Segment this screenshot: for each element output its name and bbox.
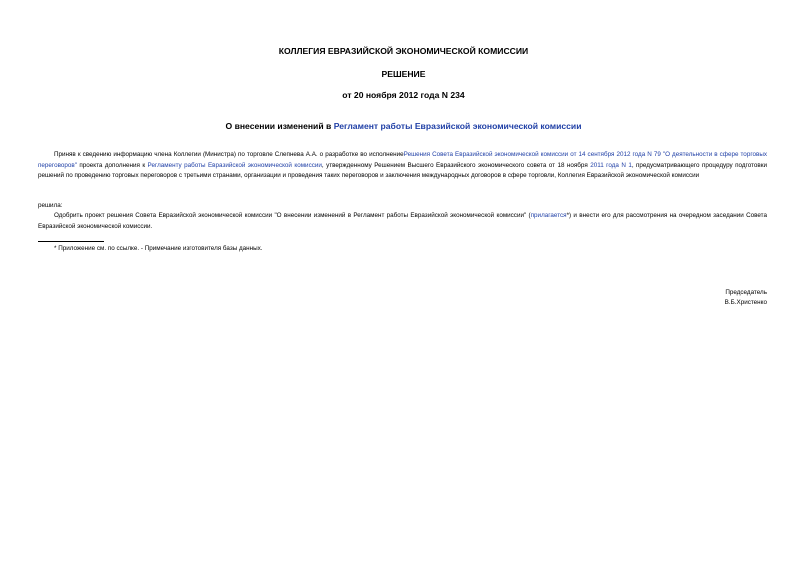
- approve-paragraph: [38, 211, 767, 232]
- organization-heading: КОЛЛЕГИЯ ЕВРАЗИЙСКОЙ ЭКОНОМИЧЕСКОЙ КОМИССИИ: [278, 46, 529, 56]
- document-date: от 20 ноября 2012 года N 234: [342, 90, 465, 100]
- intro-paragraph: [38, 150, 767, 182]
- footnote: * Приложение см. по ссылке. - Примечание изготовителя базы данных.: [54, 245, 263, 252]
- approve-text-2: *) и внести его для рассмотрения на очередном заседании Совета Евразийской экономической комиссии.: [38, 212, 767, 230]
- supreme-council-decision-link[interactable]: 2011 года N 1: [590, 161, 632, 169]
- intro-text-4: , предусматривающего процедуру подготовки решений по проведению торговых переговоров с третьими странами, организации и проведения таких переговоров и заключения международных договоров в сфере торговли, Коллегия Евразийской экономической комиссии: [38, 161, 767, 179]
- title-regulation-link[interactable]: Регламент работы Евразийской экономической комиссии: [333, 121, 582, 131]
- intro-text-1: Приняв к сведению информацию члена Коллегии (Министра) по торговле Слепнева А.А. о разработке во исполнение: [54, 151, 404, 158]
- resolved-label: решила:: [38, 202, 63, 209]
- footnote-divider: [38, 241, 104, 242]
- signature-name: В.Б.Христенко: [724, 299, 767, 306]
- document-type-heading: РЕШЕНИЕ: [381, 69, 426, 79]
- title-prefix: О внесении изменений в: [225, 121, 334, 131]
- intro-text-2: проекта дополнения к: [76, 161, 148, 169]
- intro-text-3: , утвержденному Решением Высшего Евразийского экономического совета от 18 ноября: [321, 161, 591, 169]
- document-title: [0, 121, 807, 131]
- approve-text-1: Одобрить проект решения Совета Евразийской экономической комиссии "О внесении изменений в Регламент работы Евразийской экономической комиссии" (: [54, 212, 531, 219]
- council-decision-link[interactable]: Решения Совета Евразийской экономической комиссии от 14 сентября 2012 года N 79 "О деятельности в сфере торговых переговоров": [38, 151, 767, 169]
- signature-role: Председатель: [725, 289, 767, 296]
- regulation-link[interactable]: Регламенту работы Евразийской экономической комиссии: [147, 161, 322, 169]
- attachment-link[interactable]: прилагается: [530, 212, 567, 219]
